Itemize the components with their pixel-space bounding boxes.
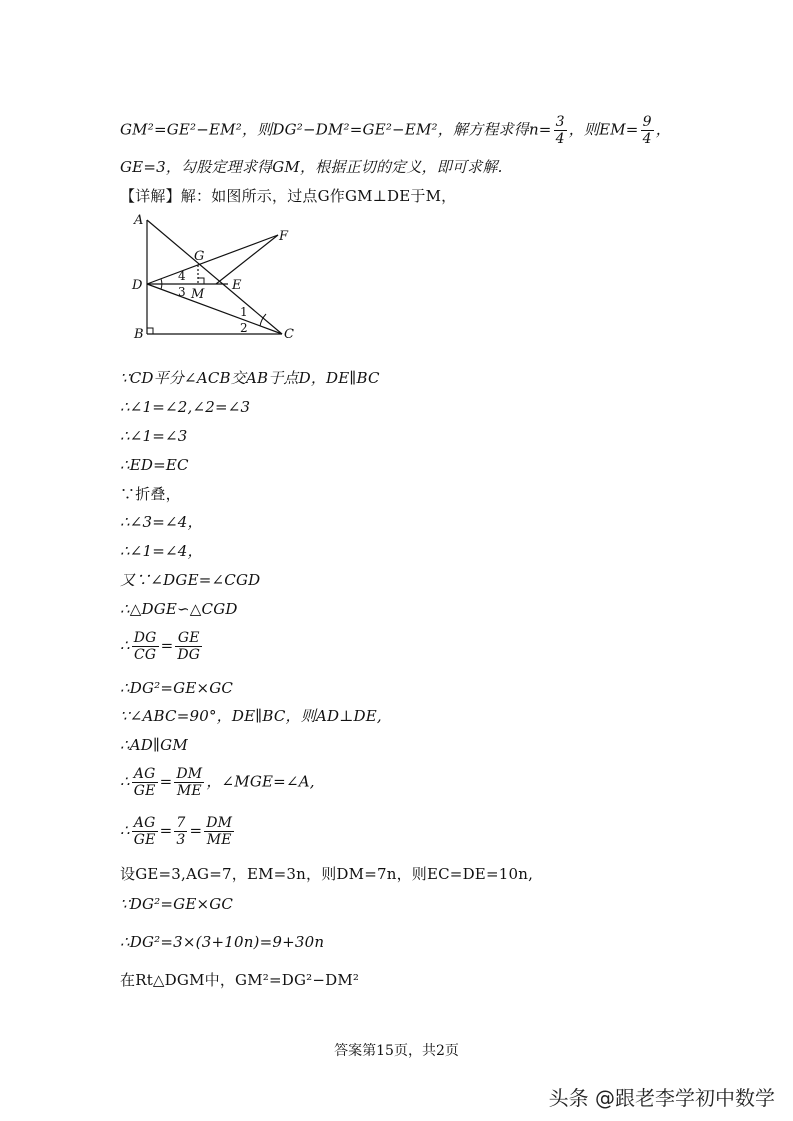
text-line-16: ∴AD∥GM <box>120 736 188 754</box>
label-A: A <box>134 213 144 228</box>
label-F: F <box>279 229 289 244</box>
line-13-equals: = <box>160 636 174 655</box>
line-17-suffix: ，∠MGE=∠A, <box>206 772 315 791</box>
fraction-ge-dg <box>175 630 202 663</box>
page-footer: 答案第15页，共2页 <box>334 1043 459 1059</box>
line-18-equals-2: = <box>189 821 203 840</box>
text-line-3: 【详解】解：如图所示，过点G作GM⊥DE于M， <box>120 187 457 205</box>
text-line-1 <box>120 114 671 147</box>
fraction-dm-me-numerator: DM <box>176 766 203 782</box>
line-13-prefix: ∴ <box>120 636 130 655</box>
text-line-4: ∵CD平分∠ACB交AB于点D，DE∥BC <box>120 369 380 387</box>
fraction-ge-dg-denominator: DG <box>177 647 201 663</box>
line-18-prefix: ∴ <box>120 821 130 840</box>
text-line-15: ∵∠ABC=90°，DE∥BC，则AD⊥DE, <box>120 707 382 725</box>
right-angle-mark-B <box>147 328 153 334</box>
fraction-n-numerator: 3 <box>555 114 565 130</box>
label-angle-1: 1 <box>240 305 248 319</box>
text-line-8: ∵折叠， <box>120 485 181 503</box>
fraction-em-numerator: 9 <box>642 114 652 130</box>
text-line-13 <box>120 630 204 663</box>
fraction-ag-ge <box>132 766 158 799</box>
text-line-11: 又∵∠DGE=∠CGD <box>120 571 261 589</box>
text-line-7: ∴ED=EC <box>120 456 189 474</box>
line-1-part-a: GM²=GE²−EM²，则DG²−DM²=GE²−EM²，解方程求得n= <box>120 120 552 139</box>
text-line-12: ∴△DGE∽△CGD <box>120 600 238 618</box>
fraction-ag-ge-2-numerator: AG <box>132 815 158 832</box>
line-1-part-b: ，则EM= <box>568 120 639 139</box>
line-17-equals: = <box>159 772 173 791</box>
fraction-n <box>554 114 567 147</box>
line-18-equals-1: = <box>159 821 173 840</box>
text-line-14: ∴DG²=GE×GC <box>120 679 234 697</box>
label-C: C <box>284 327 294 342</box>
fraction-n-denominator: 4 <box>555 131 565 147</box>
label-angle-4: 4 <box>178 269 186 283</box>
text-line-18 <box>120 815 236 848</box>
fraction-ag-ge-numerator: AG <box>132 766 158 783</box>
fraction-dm-me <box>174 766 204 799</box>
fraction-ag-ge-2 <box>132 815 158 848</box>
right-angle-mark-M <box>198 278 204 284</box>
label-B: B <box>134 327 144 342</box>
text-line-9: ∴∠3=∠4， <box>120 513 203 531</box>
fraction-7-3-numerator: 7 <box>176 815 186 831</box>
label-E: E <box>232 278 242 293</box>
label-D: D <box>132 278 143 293</box>
fraction-dm-me-2 <box>204 815 234 848</box>
watermark: 头条 @跟老李学初中数学 <box>548 1086 775 1110</box>
label-angle-2: 2 <box>240 321 248 335</box>
text-line-10: ∴∠1=∠4， <box>120 542 203 560</box>
line-17-prefix: ∴ <box>120 772 130 791</box>
fraction-ag-ge-2-denominator: GE <box>133 832 156 848</box>
label-angle-3: 3 <box>178 285 186 299</box>
fraction-dg-cg-numerator: DG <box>133 630 157 646</box>
fraction-ag-ge-denominator: GE <box>133 783 156 799</box>
fraction-dg-cg <box>132 630 159 663</box>
text-line-22: 在Rt△DGM中，GM²=DG²−DM² <box>120 971 360 989</box>
fraction-7-3-denominator: 3 <box>176 832 186 848</box>
fraction-dg-cg-denominator: CG <box>134 647 157 663</box>
label-M: M <box>191 287 205 302</box>
text-line-5: ∴∠1=∠2,∠2=∠3 <box>120 398 251 416</box>
text-line-19: 设GE=3,AG=7，EM=3n，则DM=7n，则EC=DE=10n, <box>120 865 534 883</box>
fraction-em-denominator: 4 <box>642 131 652 147</box>
text-line-2: GE=3，勾股定理求得GM，根据正切的定义，即可求解. <box>120 158 503 176</box>
text-line-17 <box>120 766 315 799</box>
fraction-dm-me-2-numerator: DM <box>206 815 233 831</box>
text-line-6: ∴∠1=∠3 <box>120 427 188 445</box>
segment-EF <box>216 235 278 284</box>
fraction-em <box>641 114 654 147</box>
segment-DF <box>147 235 278 284</box>
text-line-20: ∵DG²=GE×GC <box>120 895 234 913</box>
fraction-ge-dg-numerator: GE <box>175 630 202 647</box>
segment-DC <box>147 284 282 334</box>
fraction-dm-me-denominator: ME <box>176 783 202 799</box>
fraction-7-3 <box>174 815 187 848</box>
geometry-figure <box>128 210 308 345</box>
text-line-21: ∴DG²=3×(3+10n)=9+30n <box>120 933 325 951</box>
label-G: G <box>194 249 205 264</box>
line-1-part-c: ， <box>655 120 671 139</box>
fraction-dm-me-2-denominator: ME <box>206 832 232 848</box>
